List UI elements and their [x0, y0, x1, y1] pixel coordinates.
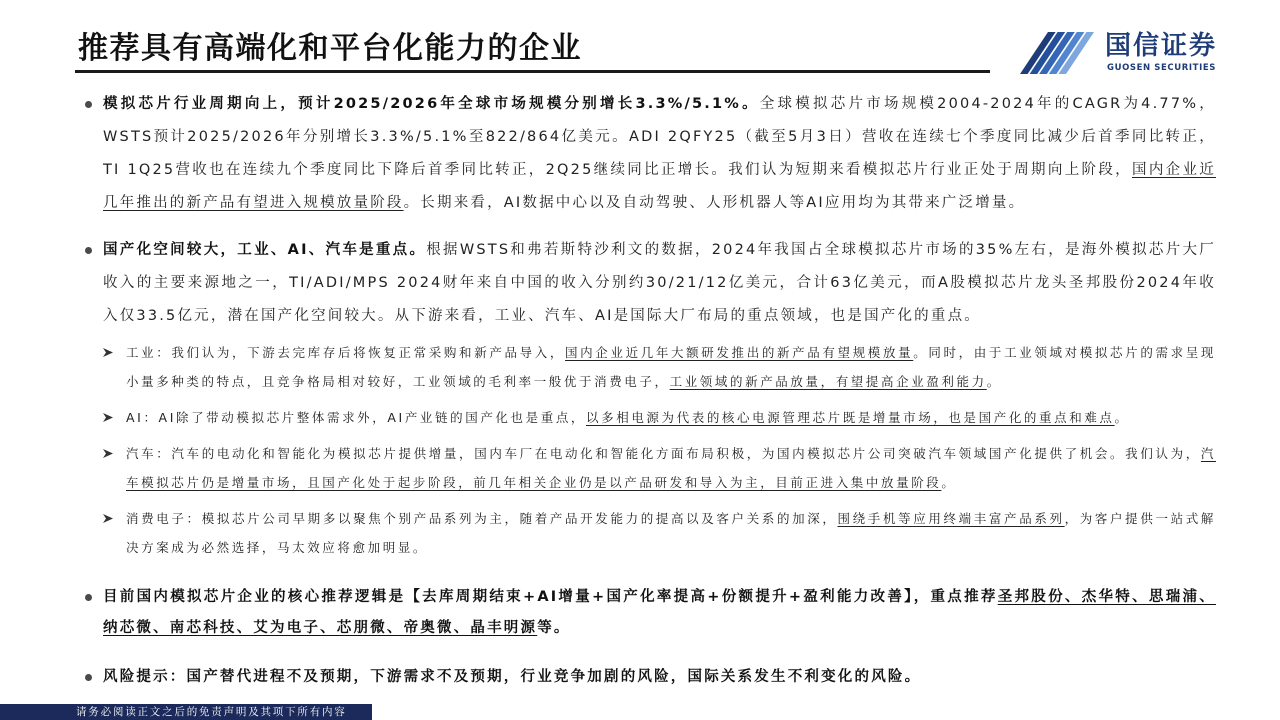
sub-bullet-ai [80, 403, 1216, 432]
bullet-lead: 风险提示： [103, 669, 187, 685]
title-divider [75, 70, 990, 73]
bullet-point [80, 234, 1216, 333]
disclaimer-text: 请务必阅读正文之后的免责声明及其项下所有内容 [76, 706, 347, 718]
sub-bullet-label: AI： [126, 410, 159, 425]
sub-bullet-body: AI除了带动模拟芯片整体需求外，AI产业链的国产化也是重点， [158, 410, 587, 425]
round-bullet-icon [85, 674, 92, 681]
slide-body [80, 88, 1216, 693]
sub-bullet-body: 汽车的电动化和智能化为模拟芯片提供增量，国内车厂在电动化和智能化方面布局积极，为国内模拟芯片公司突破汽车领域国产化提供了机会。我们认为， [171, 446, 1201, 461]
logo-name-cn: 国信证券 [1105, 31, 1218, 61]
sub-bullet-body: 。同时，由于工业领域对模拟芯片的需求呈现小量多种类的特点，且竞争格局相对较好，工业领域的毛利率一般优于消费电子， [126, 345, 1216, 389]
sub-bullet-label: 工业： [126, 345, 172, 360]
arrow-bullet-icon [103, 413, 113, 422]
logo-name-en: GUOSEN SECURITIES [1107, 63, 1216, 73]
sub-bullet-tail: 。 [986, 374, 1002, 389]
sub-bullet-industrial [80, 338, 1216, 396]
bullet-point [80, 88, 1216, 220]
guosen-logo-mark-icon [1016, 28, 1100, 78]
disclaimer-bar [0, 704, 372, 720]
round-bullet-icon [85, 594, 92, 601]
bullet-lead: 国产化空间较大，工业、AI、汽车是重点。 [103, 242, 427, 258]
sub-bullet-auto [80, 439, 1216, 497]
sub-bullet-list [80, 338, 1216, 562]
slide-title: 推荐具有高端化和平台化能力的企业 [78, 31, 582, 66]
sub-bullet-label: 消费电子： [126, 511, 202, 526]
bullet-body: 目前国内模拟芯片企业的核心推荐逻辑是【去库周期结束+AI增量+国产化率提高+份额提升+盈利能力改善】，重点推荐 [103, 589, 998, 605]
sub-bullet-highlight: 工业领域的新产品放量，有望提高企业盈利能力 [669, 374, 987, 389]
sub-bullet-body: 我们认为，下游去完库存后将恢复正常采购和新产品导入， [171, 345, 566, 360]
bullet-point-risk [80, 662, 1216, 693]
sub-bullet-highlight: 围绕手机等应用终端丰富产品系列 [837, 511, 1065, 526]
round-bullet-icon [85, 101, 92, 108]
sub-bullet-tail: ，为客户提供一站式解决方案成为必然选择，马太效应将愈加明显。 [126, 511, 1216, 555]
arrow-bullet-icon [103, 449, 113, 458]
bullet-body: 根据WSTS和弗若斯特沙利文的数据，2024年我国占全球模拟芯片市场的35%左右，是海外模拟芯片大厂收入的主要来源地之一，TI/ADI/MPS 2024财年来自中国的收入分别约30/21/12亿美元，合计63亿美元，而A股模拟芯片龙头圣邦股份2024年收入仅33.5亿元，潜在国产化空间较大。从下游来看，工业、汽车、AI是国际大厂布局的重点领域，也是国产化的重点。 [103, 242, 1216, 324]
bullet-body: 国产替代进程不及预期，下游需求不及预期，行业竞争加剧的风险，国际关系发生不利变化的风险。 [186, 669, 922, 685]
sub-bullet-body: 模拟芯片公司早期多以聚焦个别产品系列为主，随着产品开发能力的提高以及客户关系的加深， [201, 511, 838, 526]
sub-bullet-tail: 。 [1114, 410, 1130, 425]
sub-bullet-tail: 。 [941, 475, 957, 490]
arrow-bullet-icon [103, 348, 113, 357]
bullet-highlight: 圣邦股份、杰华特、思瑞浦、纳芯微、南芯科技、艾为电子、芯朋微、帝奥微、晶丰明源 [103, 589, 1216, 636]
sub-bullet-highlight: 以多相电源为代表的核心电源管理芯片既是增量市场，也是国产化的重点和难点 [586, 410, 1115, 425]
bullet-body: 全球模拟芯片市场规模2004-2024年的CAGR为4.77%，WSTS预计2025/2026年分别增长3.3%/5.1%至822/864亿美元。ADI 2QFY25（截至5月3日）营收在连续七个季度同比减少后首季同比转正，TI 1Q25营收也在连续九个季度同比下降后首季同比转正，2Q25继续同比正增长。我们认为短期来看模拟芯片行业正处于周期向上阶段， [103, 96, 1216, 178]
sub-bullet-highlight: 国内企业近几年大额研发推出的新产品有望规模放量 [565, 345, 914, 360]
bullet-point [80, 582, 1216, 644]
sub-bullet-highlight: 汽车模拟芯片仍是增量市场，且国产化处于起步阶段，前几年相关企业仍是以产品研发和导入为主，目前正进入集中放量阶段 [126, 446, 1216, 490]
bullet-lead: 模拟芯片行业周期向上，预计2025/2026年全球市场规模分别增长3.3%/5.1%。 [103, 96, 760, 112]
arrow-bullet-icon [103, 514, 113, 523]
bullet-tail: 等。 [537, 620, 571, 636]
round-bullet-icon [85, 247, 92, 254]
sub-bullet-consumer [80, 504, 1216, 562]
bullet-highlight: 国内企业近几年推出的新产品有望进入规模放量阶段 [103, 162, 1216, 211]
bullet-tail: 。长期来看，AI数据中心以及自动驾驶、人形机器人等AI应用均为其带来广泛增量。 [403, 195, 1026, 211]
sub-bullet-label: 汽车： [126, 446, 172, 461]
